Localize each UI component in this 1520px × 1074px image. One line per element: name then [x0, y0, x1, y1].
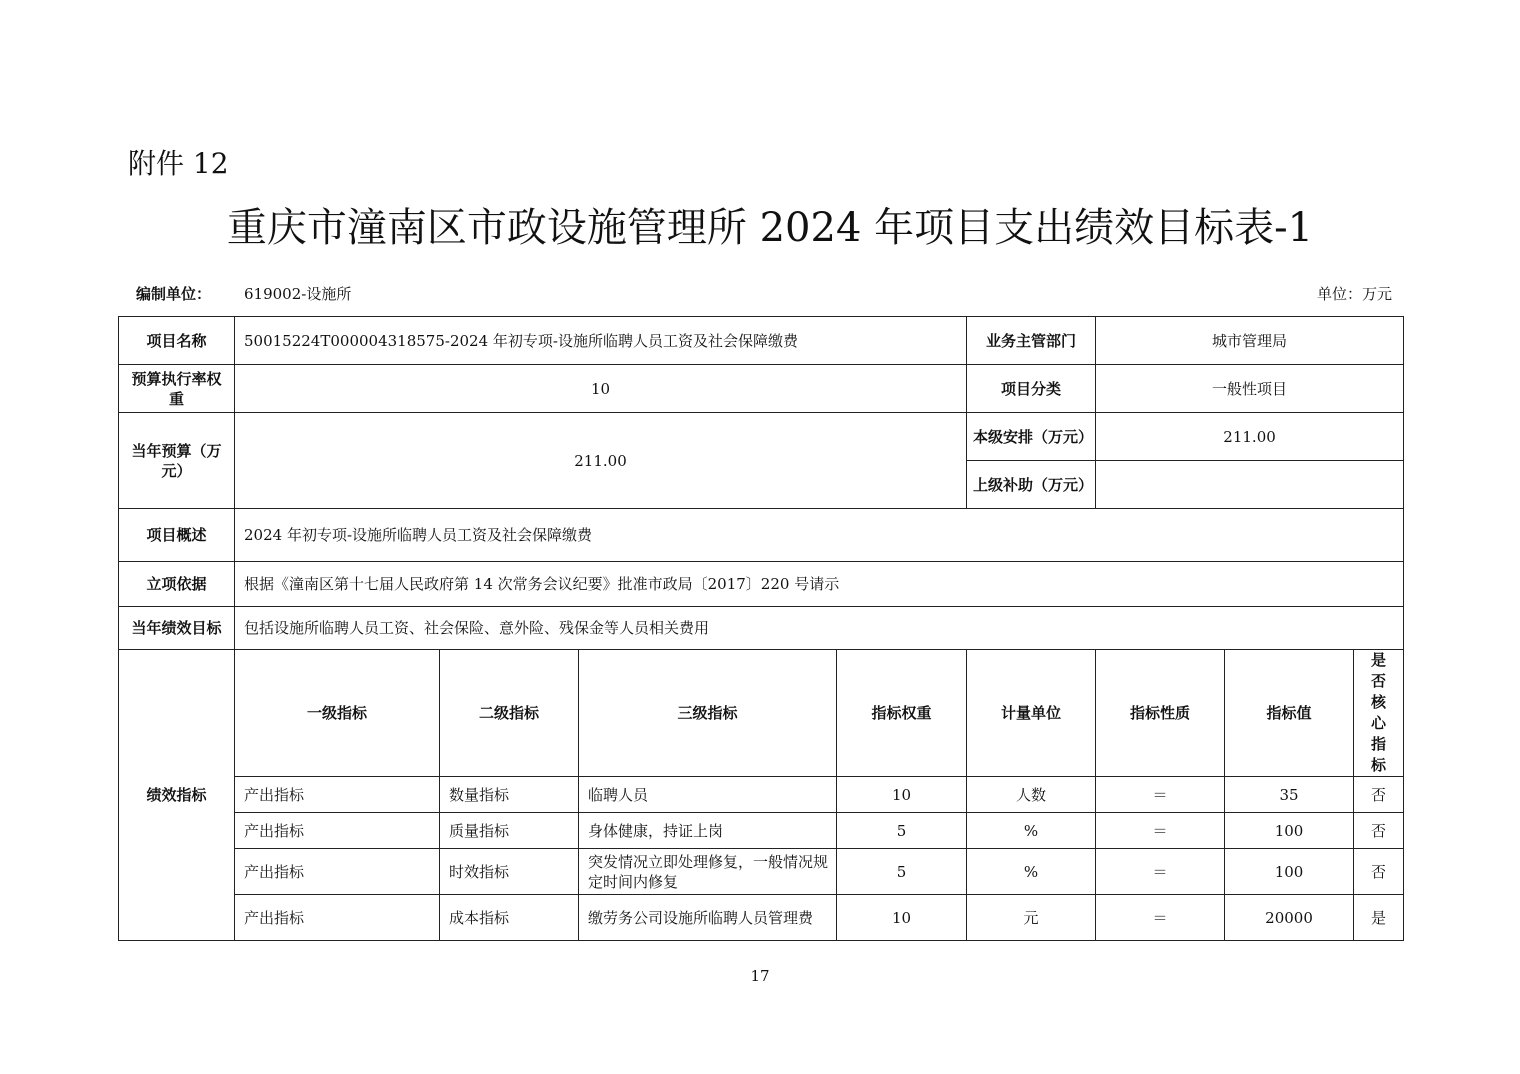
local-label: 本级安排（万元）: [967, 413, 1096, 461]
header-core-char: 是: [1371, 651, 1387, 669]
compiling-unit-label: 编制单位：: [136, 285, 212, 303]
upper-value: [1096, 461, 1404, 509]
goal-label: 当年绩效目标: [119, 607, 235, 650]
attachment-label: 附件 12: [128, 147, 229, 180]
table-row: [119, 562, 1404, 607]
compiling-unit: [136, 283, 352, 304]
overview-label: 项目概述: [119, 509, 235, 562]
project-name-label: 项目名称: [119, 317, 235, 365]
header-core: [1354, 650, 1404, 777]
row-unit: 元: [967, 895, 1096, 941]
row-weight: 10: [837, 777, 967, 813]
goal-value: 包括设施所临聘人员工资、社会保险、意外险、残保金等人员相关费用: [235, 607, 1404, 650]
header-core-char: 心: [1371, 714, 1387, 732]
row-unit: %: [967, 849, 1096, 895]
project-name-value: 50015224T000004318575-2024 年初专项-设施所临聘人员工资及社会保障缴费: [235, 317, 967, 365]
row-nature: ＝: [1096, 777, 1225, 813]
row-level3: 突发情况立即处理修复，一般情况规定时间内修复: [579, 849, 837, 895]
currency-unit: 单位：万元: [1316, 285, 1392, 303]
dept-value: 城市管理局: [1096, 317, 1404, 365]
page-title: 重庆市潼南区市政设施管理所 2024 年项目支出绩效目标表-1: [226, 205, 1314, 251]
row-level1: 产出指标: [235, 813, 440, 849]
row-unit: %: [967, 813, 1096, 849]
header-value: 指标值: [1225, 650, 1354, 777]
row-weight: 5: [837, 813, 967, 849]
dept-label: 业务主管部门: [967, 317, 1096, 365]
performance-target-table: [118, 316, 1404, 941]
row-level2: 数量指标: [440, 777, 579, 813]
basis-value: 根据《潼南区第十七届人民政府第 14 次常务会议纪要》批准市政局〔2017〕220 号请示: [235, 562, 1404, 607]
table-row: [119, 509, 1404, 562]
header-core-char: 否: [1371, 672, 1387, 690]
header-core-char: 标: [1371, 756, 1387, 774]
row-level1: 产出指标: [235, 849, 440, 895]
row-value: 20000: [1225, 895, 1354, 941]
exec-weight-value: 10: [235, 365, 967, 413]
row-level1: 产出指标: [235, 895, 440, 941]
header-level3: 三级指标: [579, 650, 837, 777]
compiling-unit-value: 619002-设施所: [244, 285, 352, 303]
row-nature: ＝: [1096, 895, 1225, 941]
table-row: [119, 365, 1404, 413]
row-core: 否: [1354, 849, 1404, 895]
row-nature: ＝: [1096, 849, 1225, 895]
indicators-section-label: 绩效指标: [119, 650, 235, 941]
category-value: 一般性项目: [1096, 365, 1404, 413]
overview-value: 2024 年初专项-设施所临聘人员工资及社会保障缴费: [235, 509, 1404, 562]
header-level1: 一级指标: [235, 650, 440, 777]
row-level3: 临聘人员: [579, 777, 837, 813]
row-value: 100: [1225, 813, 1354, 849]
header-unit: 计量单位: [967, 650, 1096, 777]
table-row: [119, 895, 1404, 941]
exec-weight-label: 预算执行率权重: [119, 365, 235, 413]
table-row: [119, 607, 1404, 650]
upper-label: 上级补助（万元）: [967, 461, 1096, 509]
row-weight: 5: [837, 849, 967, 895]
row-weight: 10: [837, 895, 967, 941]
row-core: 否: [1354, 813, 1404, 849]
row-level2: 质量指标: [440, 813, 579, 849]
row-level1: 产出指标: [235, 777, 440, 813]
row-core: 否: [1354, 777, 1404, 813]
budget-value: 211.00: [235, 413, 967, 509]
indicator-header-row: [119, 650, 1404, 777]
row-nature: ＝: [1096, 813, 1225, 849]
row-level3: 缴劳务公司设施所临聘人员管理费: [579, 895, 837, 941]
table-row: [119, 317, 1404, 365]
row-level2: 时效指标: [440, 849, 579, 895]
row-value: 100: [1225, 849, 1354, 895]
header-core-char: 核: [1371, 693, 1387, 711]
header-nature: 指标性质: [1096, 650, 1225, 777]
row-level2: 成本指标: [440, 895, 579, 941]
budget-label: 当年预算（万元）: [119, 413, 235, 509]
header-weight: 指标权重: [837, 650, 967, 777]
page-number: 17: [750, 967, 770, 985]
row-core: 是: [1354, 895, 1404, 941]
table-row: [119, 813, 1404, 849]
header-core-char: 指: [1371, 735, 1387, 753]
header-level2: 二级指标: [440, 650, 579, 777]
table-row: [119, 849, 1404, 895]
row-level3: 身体健康，持证上岗: [579, 813, 837, 849]
row-value: 35: [1225, 777, 1354, 813]
row-unit: 人数: [967, 777, 1096, 813]
table-row: [119, 413, 1404, 461]
category-label: 项目分类: [967, 365, 1096, 413]
local-value: 211.00: [1096, 413, 1404, 461]
basis-label: 立项依据: [119, 562, 235, 607]
table-row: [119, 777, 1404, 813]
